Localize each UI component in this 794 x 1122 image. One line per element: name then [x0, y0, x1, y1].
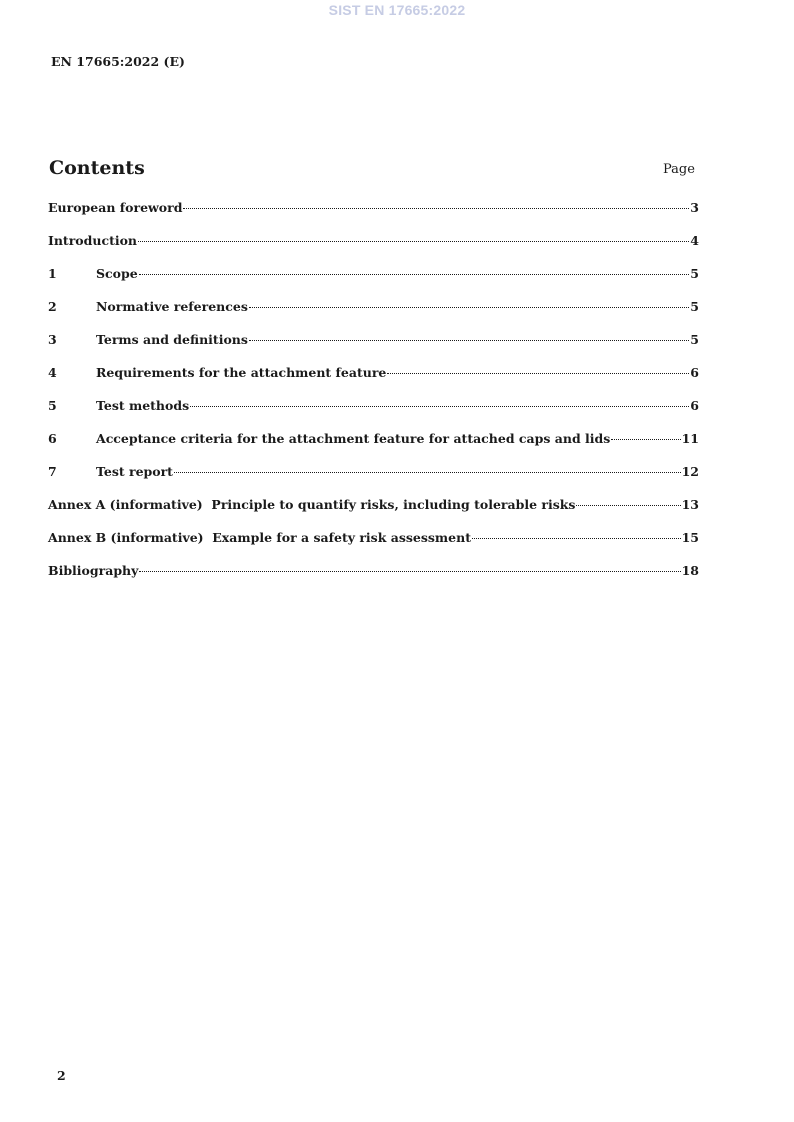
toc-entry-number: 7 — [48, 464, 57, 479]
toc-entry-terms-and-definitions[interactable] — [48, 332, 699, 365]
toc-dot-leader — [139, 274, 690, 275]
toc-entry-page: 5 — [690, 266, 699, 281]
table-of-contents — [48, 200, 699, 596]
toc-entry-number: 3 — [48, 332, 57, 347]
toc-dot-leader — [138, 241, 689, 242]
toc-entry-page: 13 — [681, 497, 699, 512]
watermark-text: SIST EN 17665:2022 — [328, 2, 466, 18]
toc-entry-title: Introduction — [48, 233, 138, 248]
toc-entry-title: Normative references — [96, 299, 248, 314]
toc-entry-number: 6 — [48, 431, 57, 446]
toc-entry-page: 3 — [690, 200, 699, 215]
toc-entry-page: 11 — [681, 431, 699, 446]
toc-entry-annex-b[interactable] — [48, 530, 699, 563]
toc-entry-test-methods[interactable] — [48, 398, 699, 431]
toc-dot-leader — [249, 340, 689, 341]
page-number: 2 — [57, 1068, 66, 1083]
toc-dot-leader — [190, 406, 689, 407]
contents-heading: Contents — [49, 157, 145, 179]
toc-entry-number: 2 — [48, 299, 57, 314]
toc-entry-title: Annex B (informative) Example for a safety risk assessment — [48, 530, 471, 545]
toc-entry-title: Bibliography — [48, 563, 139, 578]
toc-entry-title: Annex A (informative) Principle to quantify risks, including tolerable risks — [48, 497, 576, 512]
toc-entry-bibliography[interactable] — [48, 563, 699, 596]
toc-entry-normative-references[interactable] — [48, 299, 699, 332]
toc-dot-leader — [249, 307, 689, 308]
toc-entry-page: 6 — [690, 365, 699, 380]
toc-dot-leader — [576, 505, 680, 506]
toc-entry-page: 18 — [681, 563, 699, 578]
toc-dot-leader — [387, 373, 689, 374]
toc-dot-leader — [183, 208, 689, 209]
toc-entry-title: Scope — [96, 266, 138, 281]
toc-entry-page: 15 — [681, 530, 699, 545]
toc-entry-title: Test methods — [96, 398, 190, 413]
toc-entry-page: 12 — [681, 464, 699, 479]
toc-entry-title: Test report — [96, 464, 173, 479]
toc-entry-acceptance-criteria[interactable] — [48, 431, 699, 464]
page-column-label: Page — [663, 162, 695, 177]
toc-dot-leader — [174, 472, 681, 473]
toc-entry-number: 4 — [48, 365, 57, 380]
toc-dot-leader — [472, 538, 681, 539]
toc-entry-title: Terms and definitions — [96, 332, 248, 347]
toc-entry-introduction[interactable] — [48, 233, 699, 266]
toc-entry-page: 5 — [690, 332, 699, 347]
toc-entry-page: 5 — [690, 299, 699, 314]
toc-entry-test-report[interactable] — [48, 464, 699, 497]
document-id-header: EN 17665:2022 (E) — [51, 54, 185, 69]
toc-entry-scope[interactable] — [48, 266, 699, 299]
toc-entry-title: Requirements for the attachment feature — [96, 365, 387, 380]
toc-entry-page: 4 — [690, 233, 699, 248]
toc-entry-annex-a[interactable] — [48, 497, 699, 530]
toc-entry-number: 5 — [48, 398, 57, 413]
toc-entry-european-foreword[interactable] — [48, 200, 699, 233]
toc-entry-page: 6 — [690, 398, 699, 413]
toc-dot-leader — [611, 439, 680, 440]
toc-entry-number: 1 — [48, 266, 57, 281]
toc-entry-title: European foreword — [48, 200, 183, 215]
toc-entry-requirements[interactable] — [48, 365, 699, 398]
toc-dot-leader — [139, 571, 680, 572]
toc-entry-title: Acceptance criteria for the attachment feature for attached caps and lids — [96, 431, 611, 446]
